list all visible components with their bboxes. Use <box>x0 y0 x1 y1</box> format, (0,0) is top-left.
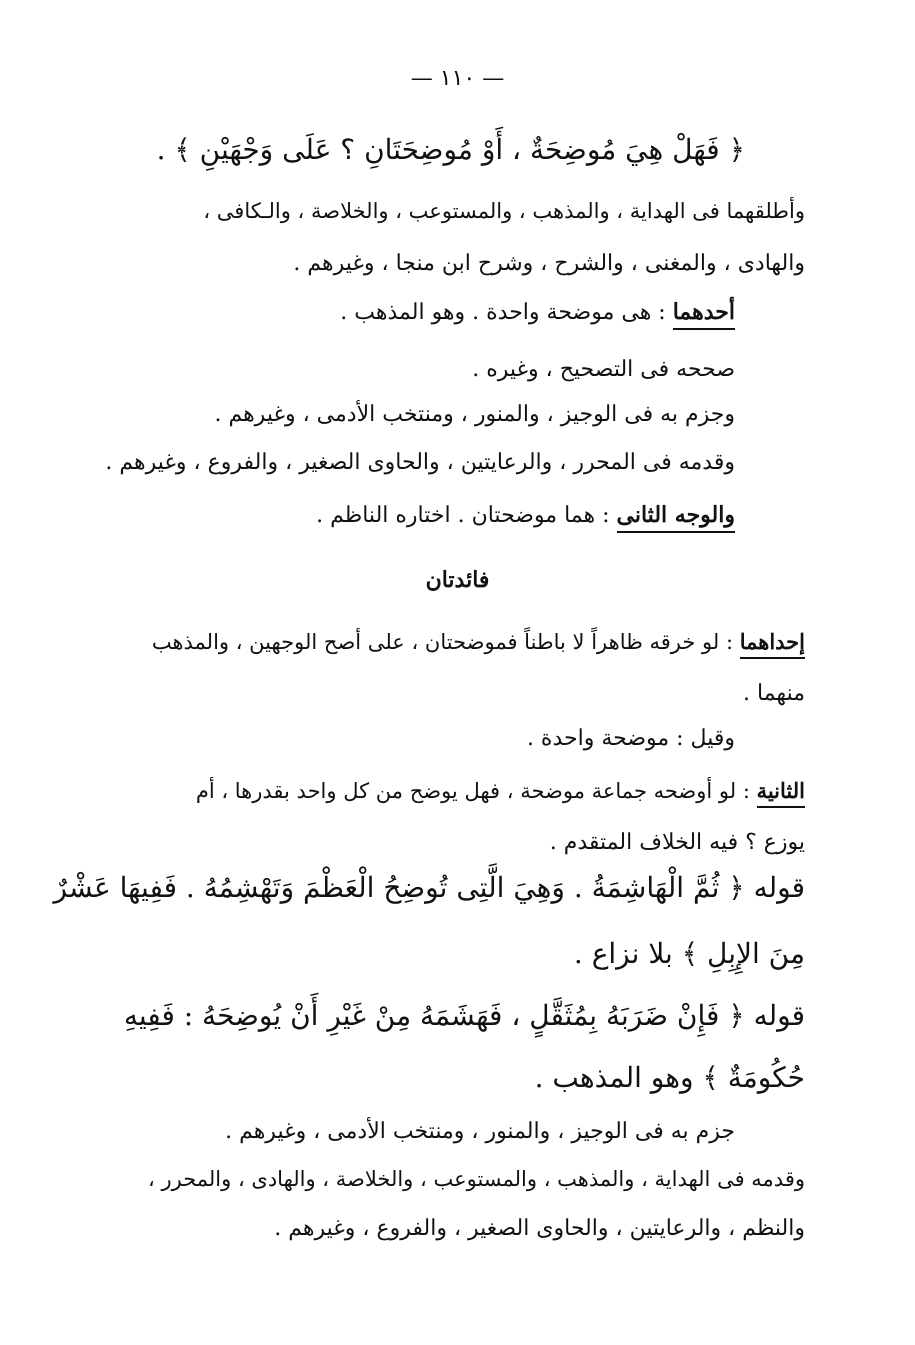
section-heading-fawaid: فائدتان <box>425 567 490 593</box>
page-number: — ١١٠ — <box>410 66 505 91</box>
text-line-3: والهادى ، والمغنى ، والشرح ، وشرح ابن منجا ، وغيرهم . <box>293 251 805 276</box>
text-line-12-rest: : لو أوضحه جماعة موضحة ، فهل يوضح من كل واحد بقدرها ، أم <box>195 779 757 803</box>
text-line-13: يوزع ؟ فيه الخلاف المتقدم . <box>549 830 805 855</box>
section-label-second-view: والوجه الثانى <box>617 502 735 533</box>
text-line-9-rest: : لو خرقه ظاهراً لا باطناً فموضحتان ، على أصح الوجهين ، والمذهب <box>151 630 740 654</box>
quote-line-16: قوله ﴿ فَإِنْ ضَرَبَهُ بِمُثَقَّلٍ ، فَهَشَمَهُ مِنْ غَيْرِ أَنْ يُوضِحَهُ : فَفِيهِ <box>123 999 805 1032</box>
text-line-18: جزم به فى الوجيز ، والمنور ، ومنتخب الأدمى ، وغيرهم . <box>225 1119 735 1144</box>
text-line-20: والنظم ، والرعايتين ، والحاوى الصغير ، والفروع ، وغيرهم . <box>274 1216 805 1241</box>
text-line-2: وأطلقهما فى الهداية ، والمذهب ، والمستوعب ، والخلاصة ، والـكافى ، <box>203 199 805 223</box>
section-label-ahaduhuma: أحدهما <box>673 299 735 330</box>
text-line-8-rest: : هما موضحتان . اختاره الناظم . <box>316 503 617 528</box>
text-line-12 <box>196 774 805 808</box>
text-line-11: وقيل : موضحة واحدة . <box>526 726 735 751</box>
text-line-19: وقدمه فى الهداية ، والمذهب ، والمستوعب ، والخلاصة ، والهادى ، والمحرر ، <box>148 1167 805 1191</box>
text-line-4-rest: : هى موضحة واحدة . وهو المذهب . <box>340 300 673 325</box>
text-line-8 <box>316 498 735 533</box>
text-line-7: وقدمه فى المحرر ، والرعايتين ، والحاوى الصغير ، والفروع ، وغيرهم . <box>105 450 735 475</box>
section-label-thaniya: الثانية <box>757 778 805 808</box>
text-line-4 <box>340 295 735 330</box>
quote-line-17: حُكُومَةٌ ﴾ وهو المذهب . <box>534 1061 805 1094</box>
text-line-9 <box>152 625 805 659</box>
text-line-5: صححه فى التصحيح ، وغيره . <box>472 357 735 382</box>
quote-line-15: مِنَ الإِبِلِ ﴾ بلا نزاع . <box>573 937 805 970</box>
text-line-6: وجزم به فى الوجيز ، والمنور ، ومنتخب الأدمى ، وغيرهم . <box>214 402 735 427</box>
verse-heading-line: ﴿ فَهَلْ هِيَ مُوضِحَةٌ ، أَوْ مُوضِحَتَانِ ؟ عَلَى وَجْهَيْنِ ﴾ . <box>156 133 745 166</box>
quote-line-14: قوله ﴿ ثُمَّ الْهَاشِمَةُ . وَهِيَ الَّتِى تُوضِحُ الْعَظْمَ وَتَهْشِمُهُ . فَفِيهَا عَشْرٌ <box>53 871 805 904</box>
section-label-ihdahuma: إحداهما <box>740 629 805 659</box>
text-line-10: منهما . <box>743 681 805 706</box>
